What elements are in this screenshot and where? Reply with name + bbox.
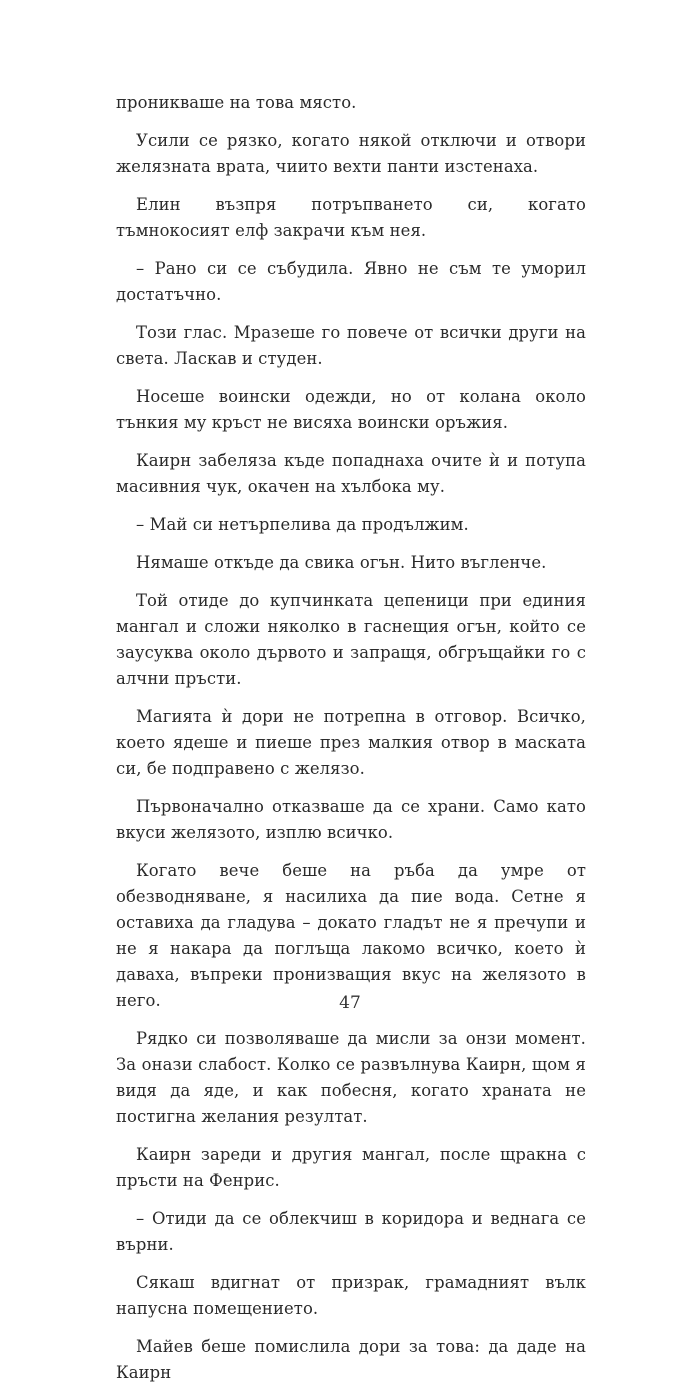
paragraph: – Отиди да се облекчиш в коридора и веднага се върни. [116, 1209, 586, 1254]
page-body [116, 90, 586, 1386]
paragraph: Той отиде до купчинката цепеници при единия мангал и сложи няколко в гаснещия огън, който се заусуква около дървото и запращя, обгръщайки го с алчни пръсти. [116, 591, 586, 688]
paragraph: Сякаш вдигнат от призрак, грамадният вълк напусна помещението. [116, 1273, 586, 1318]
page-number: 47 [339, 993, 361, 1013]
paragraph: – Май си нетърпелива да продължим. [136, 515, 469, 534]
paragraph: Каирн забеляза къде попаднаха очите ѝ и потупа масивния чук, окачен на хълбока му. [116, 451, 586, 496]
paragraph: Нямаше откъде да свика огън. Нито въгленче. [136, 553, 547, 572]
paragraph: Майев беше помислила дори за това: да даде на Каирн [116, 1337, 586, 1382]
paragraph: – Рано си се събудила. Явно не съм те уморил достатъчно. [116, 259, 586, 304]
text-block [116, 90, 586, 1386]
paragraph: Усили се рязко, когато някой отключи и отвори желязната врата, чиито вехти панти изстенаха. [116, 131, 586, 176]
paragraph: Рядко си позволяваше да мисли за онзи момент. За онази слабост. Колко се развълнува Каирн, щом я видя да яде, и как побесня, когато храната не постигна желания резултат. [116, 1029, 586, 1126]
paragraph: Каирн зареди и другия мангал, после щракна с пръсти на Фенрис. [116, 1145, 586, 1190]
paragraph: Елин възпря потръпването си, когато тъмнокосият елф закрачи към нея. [116, 195, 586, 240]
paragraph: Магията ѝ дори не потрепна в отговор. Всичко, което ядеше и пиеше през малкия отвор в маската си, бе подправено с желязо. [116, 707, 586, 778]
paragraph: Този глас. Мразеше го повече от всички други на света. Ласкав и студен. [116, 323, 586, 368]
paragraph: Носеше воински одежди, но от колана около тънкия му кръст не висяха воински оръжия. [116, 387, 586, 432]
paragraph: проникваше на това място. [116, 93, 357, 112]
paragraph: Когато вече беше на ръба да умре от обезводняване, я насилиха да пие вода. Сетне я оставиха да гладува – докато гладът не я пречупи и не я накара да поглъща лакомо всичко, което ѝ даваха, въпреки пронизващия вкус на желязото в него. [116, 861, 586, 1010]
paragraph: Първоначално отказваше да се храни. Само като вкуси желязото, изплю всичко. [116, 797, 586, 842]
